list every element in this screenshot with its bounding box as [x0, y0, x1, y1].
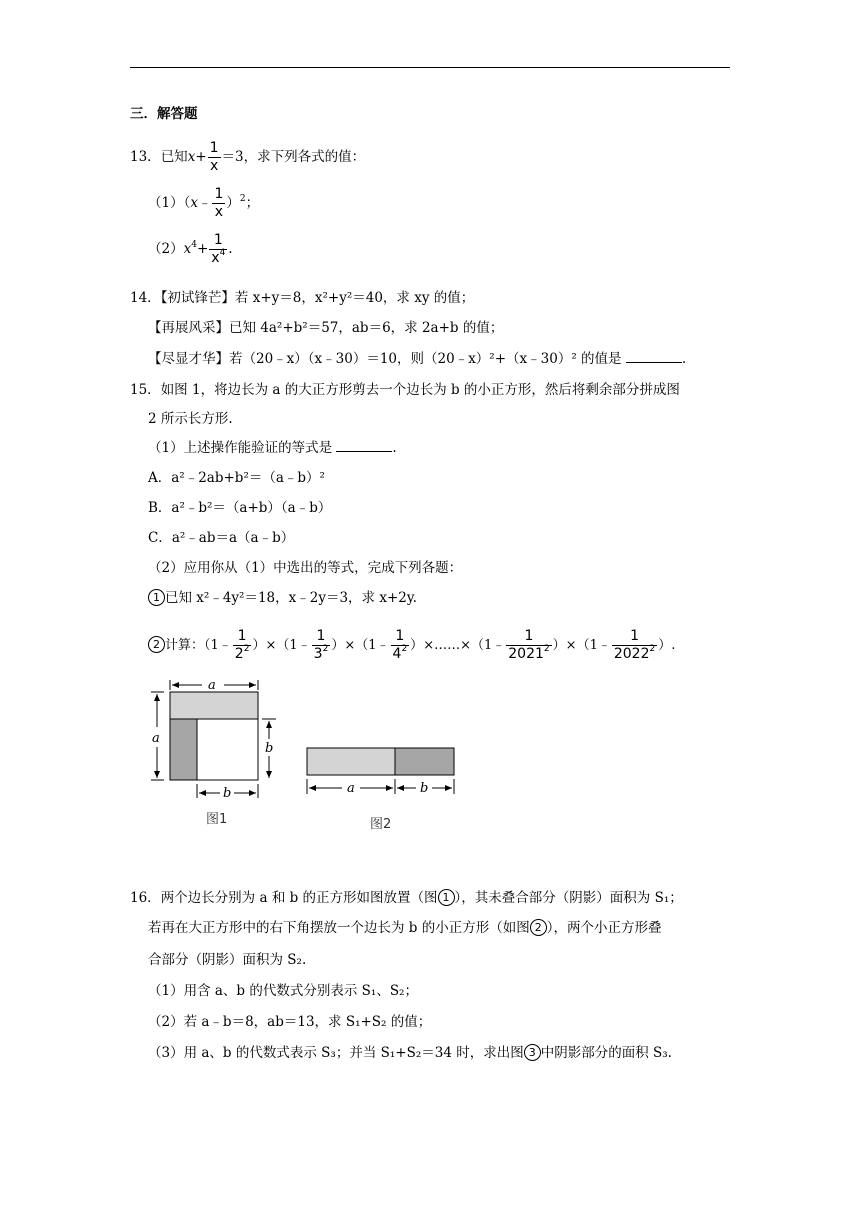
- q16-line3: 合部分（阴影）面积为 S₂.: [148, 952, 307, 968]
- header-rule: [130, 67, 730, 68]
- fig1-top-strip: [170, 692, 258, 719]
- q15-option-a: A．a²﹣2ab+b²＝（a﹣b）²: [148, 470, 325, 486]
- q13-pre: 已知: [160, 149, 188, 165]
- q14-answer-blank[interactable]: [626, 350, 682, 363]
- circled-number-1: 1: [148, 589, 165, 606]
- q15-answer-blank[interactable]: [336, 439, 392, 452]
- q13-part2: $(2)x^4+$ $\frac{1}{x^4}$ .: [148, 232, 233, 266]
- figure-2-diagram: [307, 748, 454, 796]
- q13-x: x: [187, 149, 196, 165]
- product-term-fraction: $\frac{1}{2021^2}$: [508, 628, 550, 662]
- q13-plus: +: [195, 149, 207, 165]
- fig1-left-label: a: [152, 731, 160, 746]
- fig2-light-part: [307, 748, 395, 775]
- q15-part2: （2）应用你从（1）中选出的等式，完成下列各题：: [148, 560, 463, 576]
- figure-1-diagram: [151, 678, 276, 801]
- fig1-caption: 图1: [206, 812, 228, 827]
- q15-sub2: 2 计算：（1﹣ $\frac{1}{2^2}$ ）×（1﹣ $\frac{1}{3^2}$ ）×（1﹣ $\frac{1}{4^2}$ ）×……×（1﹣ $\frac{1}{2021^2}$ ）×（1﹣ $\frac{1}{2022^2}$ ）.: [148, 628, 675, 663]
- q13-part1: （1）（x﹣ $\frac{1}{x}$ ）$^2$；: [148, 186, 260, 220]
- q15-option-b: B．a²﹣b²＝（a+b）（a﹣b）: [148, 500, 332, 516]
- fig2-b-label: b: [420, 781, 429, 796]
- fig2-dark-part: [395, 748, 454, 775]
- q14-line2: 【再展风采】已知 4a²+b²＝57，ab＝6，求 2a+b 的值；: [148, 320, 504, 336]
- fig1-top-label: a: [208, 678, 216, 693]
- q16-part1: （1）用含 a、b 的代数式分别表示 S₁、S₂；: [148, 983, 418, 999]
- q16-part3: （3）用 a、b 的代数式表示 S₃；并当 S₁+S₂＝34 时，求出图 3 中阴影部分的面积 S₃.: [148, 1045, 672, 1061]
- fig1-cut-square: [197, 719, 258, 780]
- product-term-fraction: $\frac{1}{3^2}$: [313, 628, 329, 662]
- q14-line3: 【尽显才华】若（20﹣x）（x﹣30）＝10，则（20﹣x）²+（x﹣30）² 的值是 .: [148, 351, 687, 367]
- q15-part1: （1）上述操作能验证的等式是 .: [148, 440, 397, 456]
- q14-line1: 14．【初试锋芒】若 x+y＝8，x²+y²＝40，求 xy 的值；: [130, 290, 475, 306]
- product-term-fraction: $\frac{1}{2022^2}$: [613, 628, 656, 662]
- product-term-fraction: $\frac{1}{2^2}$: [234, 628, 250, 662]
- section-title: 三．解答题: [130, 106, 198, 122]
- fig2-caption: 图2: [370, 817, 392, 832]
- circled-number-3: 3: [524, 1044, 541, 1061]
- fig1-bottom-label: b: [223, 786, 232, 801]
- q15-option-c: C．a²﹣ab＝a（a﹣b）: [148, 530, 295, 546]
- circled-number-2: 2: [148, 636, 165, 653]
- q13-fraction: $\frac{1}{x}$: [209, 140, 219, 174]
- q15-figures: [148, 672, 478, 807]
- q15-intro2: 2 所示长方形.: [148, 411, 233, 427]
- q15-intro1: 15．如图 1，将边长为 a 的大正方形剪去一个边长为 b 的小正方形，然后将剩余部分拼成图: [130, 382, 680, 398]
- q16-line2: 若再在大正方形中的右下角摆放一个边长为 b 的小正方形（如图 2 ），两个小正方形叠: [148, 920, 662, 936]
- q13-post: ＝3，求下列各式的值：: [221, 149, 366, 165]
- product-expression: （1﹣ $\frac{1}{2^2}$ ）×（1﹣ $\frac{1}{3^2}$ ）×（1﹣ $\frac{1}{4^2}$ ）×……×（1﹣ $\frac{1}{2021^2}$ ）×（1﹣ $\frac{1}{2022^2}$ ）: [204, 628, 672, 662]
- q16-line1: 16．两个边长分别为 a 和 b 的正方形如图放置（图 1 ），其未叠合部分（阴影）面积为 S₁；: [130, 890, 683, 906]
- fig1-right-label: b: [265, 741, 274, 756]
- fig2-a-label: a: [347, 781, 355, 796]
- q13-stem: [130, 140, 365, 175]
- circled-number-1: 1: [438, 889, 455, 906]
- q13-number: 13．: [130, 149, 161, 165]
- q16-part2: （2）若 a﹣b＝8，ab＝13，求 S₁+S₂ 的值；: [148, 1014, 432, 1030]
- q15-sub1: 1 已知 x²﹣4y²＝18，x﹣2y＝3，求 x+2y.: [148, 588, 417, 608]
- product-term-fraction: $\frac{1}{4^2}$: [392, 628, 408, 662]
- fig1-left-strip: [170, 719, 197, 780]
- circled-number-2: 2: [530, 919, 547, 936]
